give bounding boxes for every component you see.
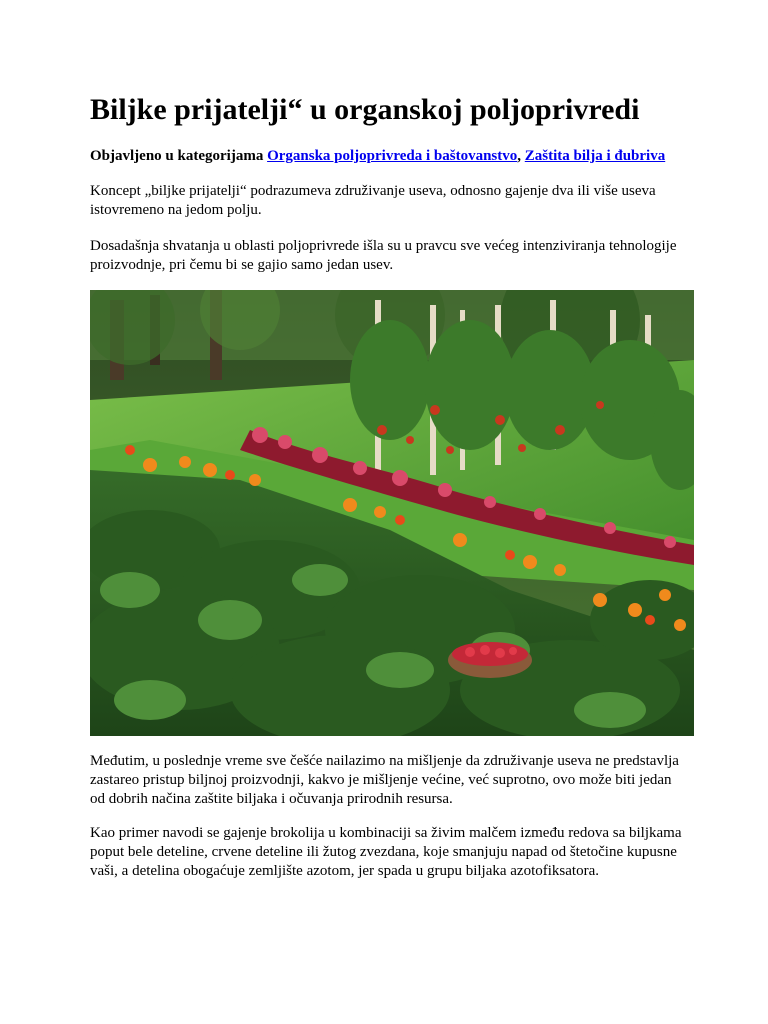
category-separator: , <box>517 148 522 164</box>
category-prefix: Objavljeno u kategorijama <box>90 148 264 164</box>
paragraph-history: Dosadašnja shvatanja u oblasti poljoprivrede išla su u pravcu sve većeg intenziviranja tehnologije proizvodnje, pri čemu bi se gajio samo jedan usev. <box>90 238 677 273</box>
article-title: Biljke prijatelji“ u organskoj poljoprivredi <box>90 93 640 126</box>
paragraph-modern-view: Međutim, u poslednje vreme sve češće nailazimo na mišljenje da združivanje useva ne predstavlja zastareo pristup biljnoj proizvodnji, kakvo je mišljenje većine, već suprotno, ovo može biti jedan od dobrih načina zaštite biljaka i očuvanja prirodnih resursa. <box>90 753 679 807</box>
garden-photo <box>90 290 694 736</box>
paragraph-concept: Koncept „biljke prijatelji“ podrazumeva združivanje useva, odnosno gajenje dva ili više useva istovremeno na jedom polju. <box>90 183 656 218</box>
category-line <box>90 147 665 166</box>
category-link-protection[interactable]: Zaštita bilja i đubriva <box>524 148 666 164</box>
category-link-organic[interactable]: Organska poljoprivreda i baštovanstvo <box>267 148 518 164</box>
paragraph-example: Kao primer navodi se gajenje brokolija u kombinaciji sa živim malčem između redova sa biljkama poput bele deteline, crvene deteline ili žutog zvezdana, koje smanjuju napad od štetočine kupusne vaši, a detelina obogaćuje zemljište azotom, jer spada u grupu biljaka azotofiksatora. <box>90 825 682 879</box>
